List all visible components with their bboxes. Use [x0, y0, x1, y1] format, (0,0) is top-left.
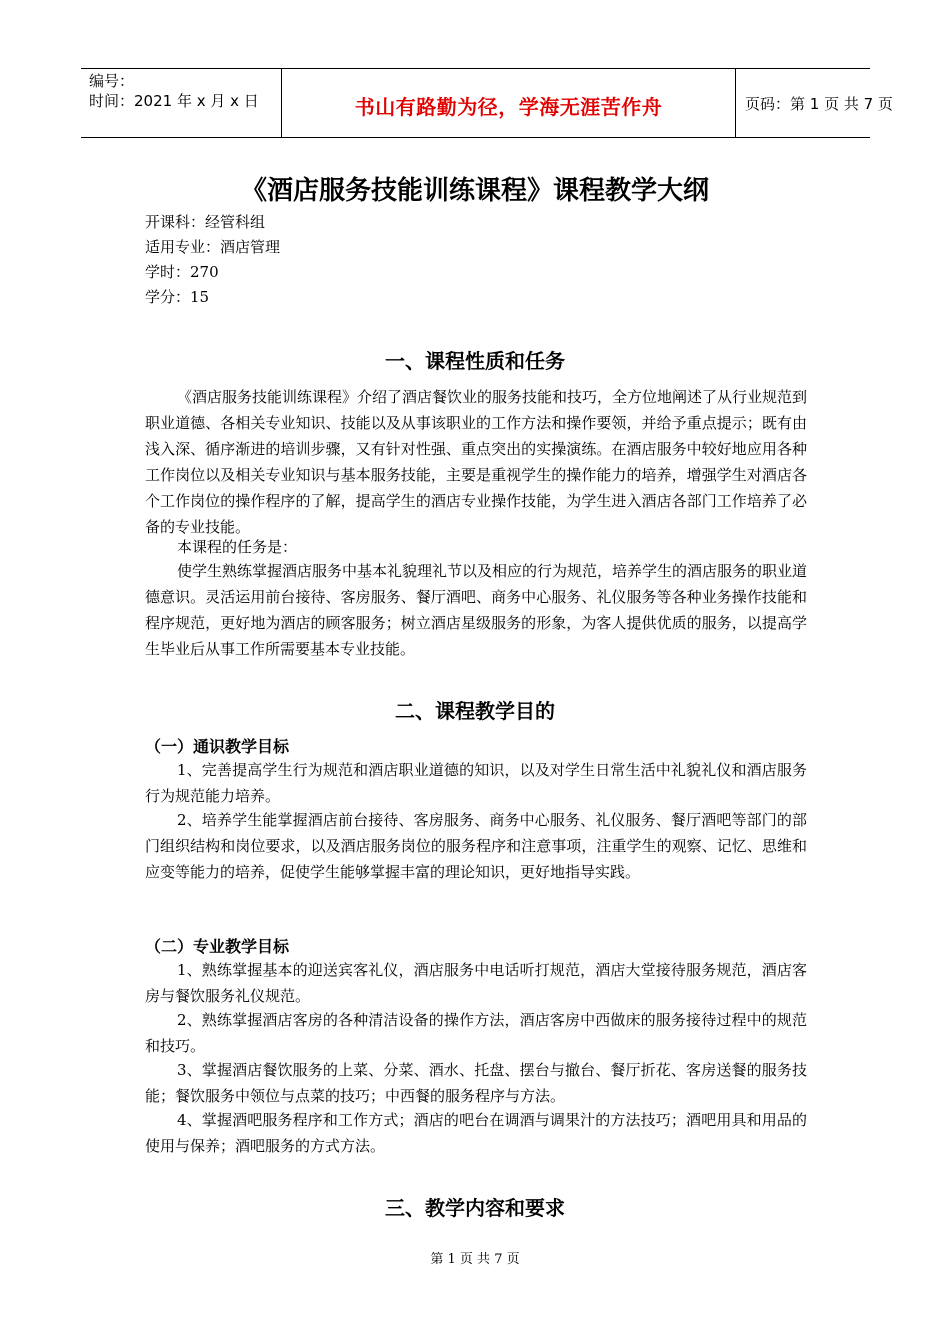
page-footer: 第 1 页 共 7 页 — [430, 1252, 520, 1267]
time-label: 时间：2021 年 x 月 x 日 — [89, 92, 259, 110]
professional-goal-3: 3、掌握酒店餐饮服务的上菜、分菜、酒水、托盘、摆台与撤台、餐厅折花、客房送餐的服务技能；餐饮服务中领位与点菜的技巧；中西餐的服务程序与方法。 — [145, 1061, 807, 1105]
header-center-cell — [281, 69, 736, 137]
professional-goal-2: 2、熟练掌握酒店客房的各种清洁设备的操作方法，酒店客房中西做床的服务接待过程中的规范和技巧。 — [145, 1011, 807, 1055]
general-goal-2: 2、培养学生能掌握酒店前台接待、客房服务、商务中心服务、礼仪服务、餐厅酒吧等部门的部门组织结构和岗位要求，以及酒店服务岗位的服务程序和注意事项，注重学生的观察、记忆、思维和应变等能力的培养，促使学生能够掌握丰富的理论知识，更好地指导实践。 — [145, 811, 807, 881]
meta-major: 适用专业：酒店管理 — [145, 238, 281, 256]
page-code: 页码：第 1 页 共 7 页 — [745, 95, 893, 113]
meta-hours: 学时：270 — [145, 263, 219, 281]
section-heading-2: 二、课程教学目的 — [395, 699, 555, 723]
meta-department: 开课科：经管科组 — [145, 213, 266, 231]
section1-paragraph-3: 使学生熟练掌握酒店服务中基本礼貌理礼节以及相应的行为规范，培养学生的酒店服务的职业道德意识。灵活运用前台接待、客房服务、餐厅酒吧、商务中心服务、礼仪服务等各种业务操作技能和程序规范，更好地为酒店的顾客服务；树立酒店星级服务的形象，为客人提供优质的服务，以提高学生毕业后从事工作所需要基本专业技能。 — [145, 562, 808, 658]
motto-text: 书山有路勤为径，学海无涯苦作舟 — [354, 95, 663, 119]
document-title: 《酒店服务技能训练课程》课程教学大纲 — [240, 176, 709, 206]
subheading-professional-goals: （二）专业教学目标 — [145, 937, 290, 956]
header-right-cell — [735, 69, 893, 137]
header-left-cell — [81, 69, 281, 137]
meta-credits: 学分：15 — [145, 288, 210, 306]
professional-goal-4: 4、掌握酒吧服务程序和工作方式；酒店的吧台在调酒与调果汁的方法技巧；酒吧用具和用品的使用与保养；酒吧服务的方式方法。 — [145, 1111, 807, 1155]
section-heading-1: 一、课程性质和任务 — [385, 349, 565, 373]
section1-paragraph-1: 《酒店服务技能训练课程》介绍了酒店餐饮业的服务技能和技巧，全方位地阐述了从行业规范到职业道德、各相关专业知识、技能以及从事该职业的工作方法和操作要领，并给予重点提示；既有由浅入深、循序渐进的培训步骤，又有针对性强、重点突出的实操演练。在酒店服务中较好地应用各种工作岗位以及相关专业知识与基本服务技能，主要是重视学生的操作能力的培养，增强学生对酒店各个工作岗位的操作程序的了解，提高学生的酒店专业操作技能，为学生进入酒店各部门工作培养了必备的专业技能。 — [145, 388, 808, 536]
number-label: 编号： — [89, 72, 135, 90]
subheading-general-goals: （一）通识教学目标 — [145, 737, 290, 756]
professional-goal-1: 1、熟练掌握基本的迎送宾客礼仪，酒店服务中电话听打规范，酒店大堂接待服务规范，酒店客房与餐饮服务礼仪规范。 — [145, 961, 807, 1005]
section1-paragraph-2: 本课程的任务是： — [177, 538, 298, 556]
section-heading-3: 三、教学内容和要求 — [385, 1196, 565, 1220]
document-header — [81, 68, 893, 138]
general-goal-1: 1、完善提高学生行为规范和酒店职业道德的知识，以及对学生日常生活中礼貌礼仪和酒店服务行为规范能力培养。 — [145, 761, 807, 805]
